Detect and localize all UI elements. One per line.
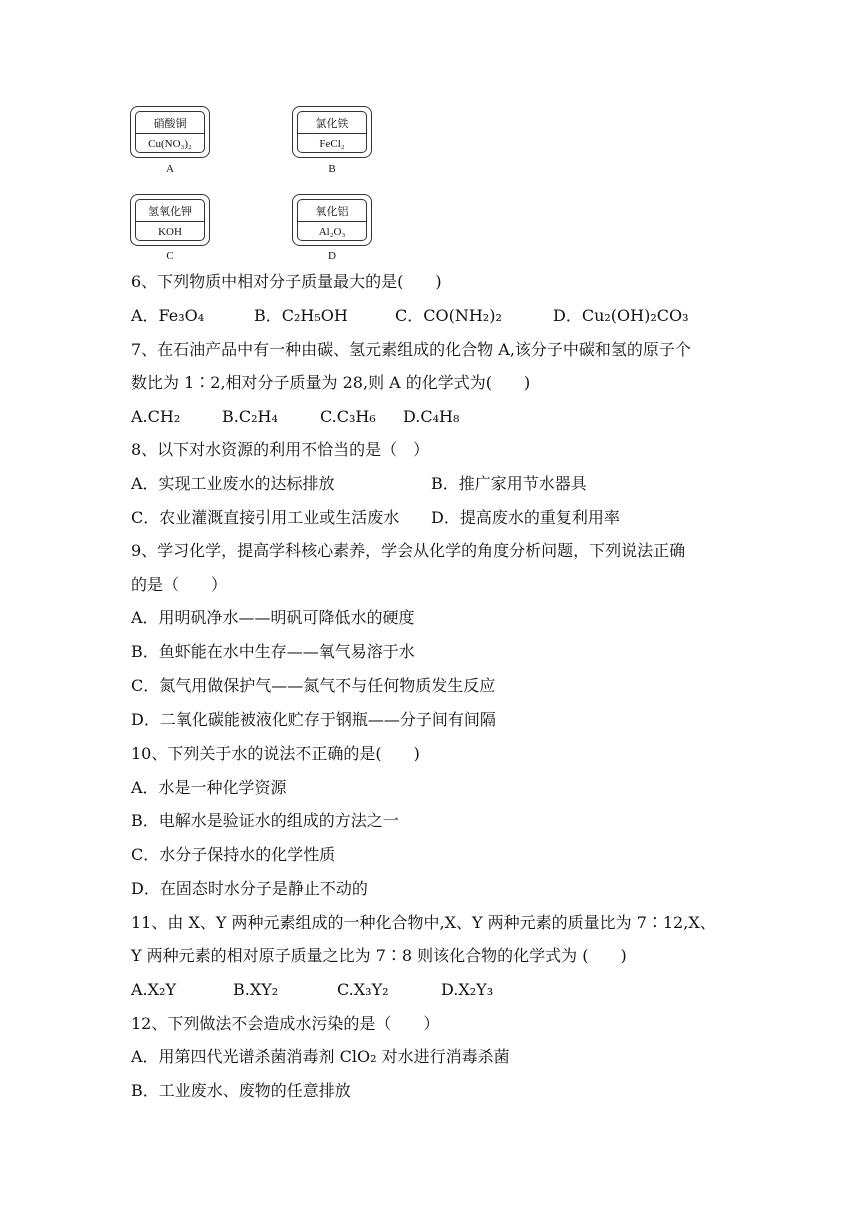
label-divider bbox=[298, 221, 366, 222]
q11-option-d: D.X₂Y₃ bbox=[441, 980, 494, 999]
label-letter: A bbox=[166, 163, 174, 175]
q9-option-b: B．鱼虾能在水中生存——氧气易溶于水 bbox=[131, 642, 415, 661]
q10-option-d: D．在固态时水分子是静止不动的 bbox=[131, 879, 368, 898]
label-formula: FeCl₂ bbox=[319, 138, 345, 150]
q6-option-a: A．Fe₃O₄ bbox=[131, 306, 205, 325]
question-9-stem-line2: 的是（ ） bbox=[131, 575, 228, 594]
reagent-label-d bbox=[292, 194, 372, 246]
label-name: 氢氧化钾 bbox=[148, 205, 192, 218]
q9-option-d: D．二氧化碳能被液化贮存于钢瓶——分子间有间隔 bbox=[131, 710, 496, 729]
q9-option-c: C．氮气用做保护气——氮气不与任何物质发生反应 bbox=[131, 676, 496, 695]
q7-option-d: D.C₄H₈ bbox=[403, 407, 460, 426]
q12-option-a: A．用第四代光谱杀菌消毒剂 ClO₂ 对水进行消毒杀菌 bbox=[131, 1047, 510, 1066]
question-6-stem: 6、下列物质中相对分子质量最大的是( ) bbox=[131, 272, 442, 291]
label-formula: KOH bbox=[158, 226, 182, 238]
label-divider bbox=[136, 133, 204, 134]
label-name: 氯化铁 bbox=[315, 117, 349, 130]
question-12-stem: 12、下列做法不会造成水污染的是（ ） bbox=[131, 1014, 440, 1033]
question-8-stem: 8、以下对水资源的利用不恰当的是（ ） bbox=[131, 440, 430, 459]
label-name: 硝酸铜 bbox=[153, 117, 187, 130]
q10-option-c: C．水分子保持水的化学性质 bbox=[131, 845, 336, 864]
q6-option-b: B．C₂H₅OH bbox=[254, 306, 348, 325]
question-10-stem: 10、下列关于水的说法不正确的是( ) bbox=[131, 744, 420, 763]
q9-option-a: A．用明矾净水——明矾可降低水的硬度 bbox=[131, 608, 415, 627]
reagent-label-c bbox=[130, 194, 210, 246]
label-divider bbox=[298, 133, 366, 134]
label-formula: Al₂O₃ bbox=[318, 226, 346, 238]
q8-option-a: A．实现工业废水的达标排放 bbox=[131, 474, 335, 493]
q10-option-a: A．水是一种化学资源 bbox=[131, 778, 287, 797]
q11-option-b: B.XY₂ bbox=[233, 980, 279, 999]
q6-option-d: D．Cu₂(OH)₂CO₃ bbox=[553, 306, 689, 325]
q8-option-b: B．推广家用节水器具 bbox=[431, 474, 587, 493]
q8-option-d: D．提高废水的重复利用率 bbox=[431, 508, 620, 527]
q8-option-c: C．农业灌溉直接引用工业或生活废水 bbox=[131, 508, 400, 527]
question-11-stem-line1: 11、由 X、Y 两种元素组成的一种化合物中,X、Y 两种元素的质量比为 7∶12,X、 bbox=[131, 913, 716, 932]
q7-option-c: C.C₃H₆ bbox=[320, 407, 376, 426]
label-name: 氧化铝 bbox=[315, 205, 349, 218]
q7-option-a: A.CH₂ bbox=[131, 407, 181, 426]
q10-option-b: B．电解水是验证水的组成的方法之一 bbox=[131, 811, 399, 830]
q11-option-c: C.X₃Y₂ bbox=[337, 980, 389, 999]
reagent-label-a bbox=[130, 106, 210, 158]
question-9-stem-line1: 9、学习化学，提高学科核心素养，学会从化学的角度分析问题，下列说法正确 bbox=[131, 541, 686, 560]
q12-option-b: B．工业废水、废物的任意排放 bbox=[131, 1081, 351, 1100]
label-formula: Cu(NO₃)₂ bbox=[148, 138, 192, 150]
label-letter: D bbox=[328, 250, 336, 262]
label-letter: C bbox=[166, 250, 174, 262]
q11-option-a: A.X₂Y bbox=[131, 980, 177, 999]
label-letter: B bbox=[328, 163, 336, 175]
q6-option-c: C．CO(NH₂)₂ bbox=[395, 306, 502, 325]
q7-option-b: B.C₂H₄ bbox=[222, 407, 278, 426]
question-7-stem-line1: 7、在石油产品中有一种由碳、氢元素组成的化合物 A,该分子中碳和氢的原子个 bbox=[131, 340, 691, 359]
reagent-label-b bbox=[292, 106, 372, 158]
label-divider bbox=[136, 221, 204, 222]
question-7-stem-line2: 数比为 1∶2,相对分子质量为 28,则 A 的化学式为( ) bbox=[131, 373, 531, 392]
question-11-stem-line2: Y 两种元素的相对原子质量之比为 7∶8 则该化合物的化学式为 ( ) bbox=[131, 946, 627, 965]
